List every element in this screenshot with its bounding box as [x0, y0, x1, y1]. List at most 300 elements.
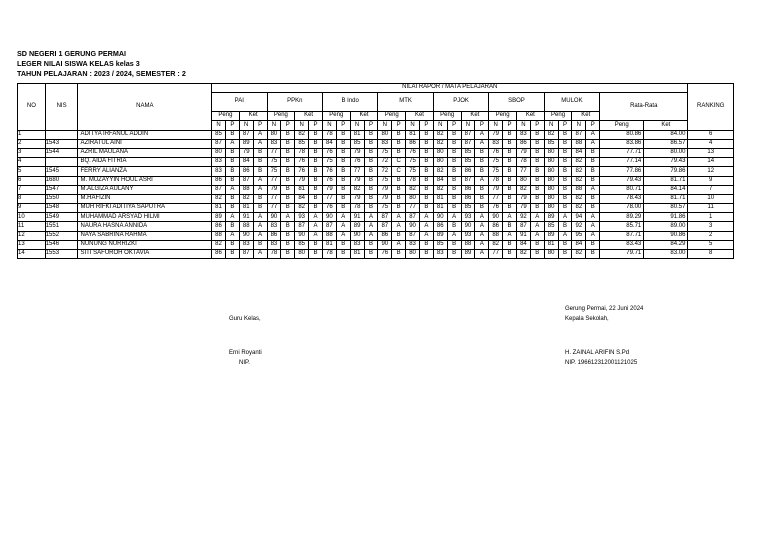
grade-cell: B — [558, 250, 572, 259]
grade-cell: B — [475, 167, 489, 176]
grade-cell: B — [419, 176, 433, 185]
grade-cell: B — [530, 167, 544, 176]
ranking-cell: 7 — [688, 185, 734, 194]
grade-cell: A — [253, 213, 267, 222]
grade-cell: A — [419, 231, 433, 240]
student-name: ADITYA IRFANUL ADDIN — [78, 130, 212, 139]
n-header: N — [350, 121, 364, 130]
grade-cell: A — [392, 240, 406, 249]
grade-cell: A — [447, 213, 461, 222]
row-number: 12 — [18, 231, 46, 240]
grade-cell: A — [475, 213, 489, 222]
grade-cell: B — [225, 194, 239, 203]
grade-cell: B — [225, 250, 239, 259]
grade-cell: 90 — [267, 213, 281, 222]
grade-cell: B — [419, 250, 433, 259]
p-header: P — [558, 121, 572, 130]
academic-period: TAHUN PELAJARAN : 2023 / 2024, SEMESTER : 2 — [17, 69, 186, 78]
grade-cell: 82 — [212, 240, 226, 249]
grade-cell: 79 — [350, 176, 364, 185]
average-peng: 78.43 — [600, 194, 644, 203]
student-name: NUNUNG NURRIZKI — [78, 240, 212, 249]
ranking-cell: 14 — [688, 158, 734, 167]
average-ket: 79.43 — [644, 158, 688, 167]
row-number: 10 — [18, 213, 46, 222]
grade-cell: B — [336, 250, 350, 259]
grade-cell: B — [530, 148, 544, 157]
grade-cell: B — [447, 148, 461, 157]
grade-cell: 86 — [433, 222, 447, 231]
n-header: N — [406, 121, 420, 130]
grade-cell: A — [253, 231, 267, 240]
grade-cell: 76 — [322, 176, 336, 185]
average-ket: 80.00 — [644, 148, 688, 157]
grade-cell: 75 — [406, 167, 420, 176]
grade-cell: 82 — [489, 240, 503, 249]
grade-cell: 82 — [350, 185, 364, 194]
grade-cell: B — [281, 139, 295, 148]
student-name: FERRY ALIANZA — [78, 167, 212, 176]
nis-cell — [45, 158, 78, 167]
grade-cell: B — [447, 185, 461, 194]
row-number: 4 — [18, 158, 46, 167]
grade-cell: C — [392, 158, 406, 167]
grade-cell: 88 — [572, 185, 586, 194]
peng-header: Peng — [322, 112, 350, 121]
n-header: N — [433, 121, 447, 130]
nis-cell: 1549 — [45, 213, 78, 222]
grade-cell: A — [586, 139, 600, 148]
average-ket: 84.14 — [644, 185, 688, 194]
row-number: 8 — [18, 194, 46, 203]
grade-cell: 90 — [406, 222, 420, 231]
col-ranking-header: RANKING — [688, 84, 734, 131]
grade-cell: B — [336, 139, 350, 148]
grade-cell: B — [364, 148, 378, 157]
grade-cell: 91 — [239, 213, 253, 222]
grade-cell: B — [503, 148, 517, 157]
grade-cell: 85 — [350, 139, 364, 148]
grade-cell: 82 — [295, 130, 309, 139]
grade-cell: B — [475, 204, 489, 213]
n-header: N — [378, 121, 392, 130]
grade-cell: 82 — [406, 185, 420, 194]
grade-cell: 80 — [544, 167, 558, 176]
grade-cell: B — [558, 204, 572, 213]
grade-cell: 75 — [406, 158, 420, 167]
grade-cell: 77 — [267, 176, 281, 185]
grade-cell: B — [447, 158, 461, 167]
grade-cell: 88 — [239, 222, 253, 231]
grade-cell: 87 — [378, 222, 392, 231]
grade-cell: 88 — [239, 185, 253, 194]
grade-cell: B — [503, 194, 517, 203]
grade-cell: 83 — [406, 240, 420, 249]
subject-header-sbop: SBOP — [489, 93, 544, 112]
student-name: SITI SAFUROH OKTAVIA — [78, 250, 212, 259]
student-name: MUH RIFKI ADITIYA SAPUTRA — [78, 204, 212, 213]
grade-cell: 92 — [572, 222, 586, 231]
grade-cell: 79 — [378, 185, 392, 194]
grade-cell: B — [586, 250, 600, 259]
average-peng: 77.71 — [600, 148, 644, 157]
grade-cell: 82 — [572, 250, 586, 259]
ket-header: Ket — [295, 112, 323, 121]
teacher-title: Guru Kelas, — [229, 316, 261, 322]
average-ket: 86.57 — [644, 139, 688, 148]
ranking-cell: 10 — [688, 194, 734, 203]
grade-cell: 85 — [461, 158, 475, 167]
n-header: N — [295, 121, 309, 130]
grade-cell: 91 — [350, 213, 364, 222]
nis-cell: 1544 — [45, 148, 78, 157]
grade-cell: 85 — [212, 130, 226, 139]
grade-cell: 79 — [489, 185, 503, 194]
average-peng: 78.00 — [600, 204, 644, 213]
student-row — [18, 204, 734, 213]
grade-cell: 87 — [406, 231, 420, 240]
grade-cell: 76 — [406, 148, 420, 157]
subject-header-pjok: PJOK — [433, 93, 488, 112]
head-name: H. ZAINAL ARIFIN S.Pd — [565, 350, 630, 356]
ket-header: Ket — [239, 112, 267, 121]
n-header: N — [516, 121, 530, 130]
p-header: P — [364, 121, 378, 130]
average-ket: 81.71 — [644, 194, 688, 203]
grade-cell: 89 — [433, 231, 447, 240]
head-nip: NIP. 196612312001121025 — [565, 360, 638, 366]
grade-cell: B — [336, 185, 350, 194]
grade-cell: 79 — [350, 194, 364, 203]
grade-cell: 80 — [544, 176, 558, 185]
grade-cell: 83 — [239, 240, 253, 249]
p-header: P — [309, 121, 323, 130]
grade-cell: 80 — [212, 148, 226, 157]
grade-cell: A — [309, 231, 323, 240]
teacher-name: Erni Royanti — [229, 350, 262, 356]
ket-header: Ket — [572, 112, 600, 121]
grade-cell: B — [503, 139, 517, 148]
grade-cell: 77 — [489, 250, 503, 259]
grade-cell: B — [419, 240, 433, 249]
student-name: NAYA SABRINA RAHMA — [78, 231, 212, 240]
nis-cell: 1543 — [45, 139, 78, 148]
grade-cell: 80 — [544, 250, 558, 259]
grades-table — [17, 83, 734, 259]
row-number: 1 — [18, 130, 46, 139]
grade-cell: B — [419, 139, 433, 148]
row-number: 14 — [18, 250, 46, 259]
grade-cell: 84 — [572, 240, 586, 249]
grade-cell: B — [447, 250, 461, 259]
grade-cell: 78 — [406, 176, 420, 185]
grade-cell: 76 — [322, 167, 336, 176]
grade-cell: 77 — [489, 194, 503, 203]
ket-header: Ket — [350, 112, 378, 121]
average-ket: 89.00 — [644, 222, 688, 231]
grade-cell: B — [364, 250, 378, 259]
head-title: Kepala Sekolah, — [565, 316, 609, 322]
grade-cell: 87 — [378, 213, 392, 222]
grade-cell: 75 — [267, 158, 281, 167]
grade-cell: B — [309, 148, 323, 157]
grade-cell: B — [253, 204, 267, 213]
grade-cell: 76 — [350, 158, 364, 167]
grade-cell: 72 — [378, 167, 392, 176]
grade-cell: B — [530, 194, 544, 203]
grade-cell: B — [253, 240, 267, 249]
student-row — [18, 158, 734, 167]
grade-cell: A — [336, 222, 350, 231]
grade-cell: B — [309, 194, 323, 203]
grade-cell: 82 — [433, 139, 447, 148]
grade-cell: 80 — [267, 130, 281, 139]
grade-cell: 89 — [212, 213, 226, 222]
grade-cell: 93 — [461, 231, 475, 240]
peng-header: Peng — [544, 112, 572, 121]
grade-cell: 90 — [378, 240, 392, 249]
average-ket: 83.00 — [644, 250, 688, 259]
grade-cell: B — [503, 176, 517, 185]
grade-cell: 72 — [378, 158, 392, 167]
student-row — [18, 176, 734, 185]
grade-cell: 81 — [433, 204, 447, 213]
grade-cell: B — [558, 176, 572, 185]
grade-cell: B — [336, 240, 350, 249]
grade-cell: 80 — [406, 250, 420, 259]
student-name: M.HAFIZIN — [78, 194, 212, 203]
ranking-cell: 2 — [688, 231, 734, 240]
grade-cell: 86 — [461, 167, 475, 176]
ranking-cell: 12 — [688, 167, 734, 176]
grade-cell: B — [503, 130, 517, 139]
grade-cell: A — [475, 231, 489, 240]
grade-cell: B — [309, 240, 323, 249]
p-header: P — [530, 121, 544, 130]
average-peng: 83.86 — [600, 139, 644, 148]
grade-cell: 87 — [572, 130, 586, 139]
grade-cell: 80 — [378, 130, 392, 139]
teacher-nip: NIP. — [239, 360, 250, 366]
grade-cell: 84 — [433, 176, 447, 185]
grade-cell: 75 — [378, 148, 392, 157]
grade-cell: 82 — [544, 130, 558, 139]
grade-cell: 76 — [295, 158, 309, 167]
grade-cell: A — [364, 213, 378, 222]
grade-cell: B — [309, 139, 323, 148]
grade-cell: 87 — [461, 176, 475, 185]
grade-cell: A — [419, 222, 433, 231]
grade-cell: B — [336, 148, 350, 157]
grade-cell: B — [309, 158, 323, 167]
grade-cell: A — [253, 130, 267, 139]
grade-cell: 88 — [461, 240, 475, 249]
col-no-header: NO — [18, 84, 46, 131]
grade-cell: B — [419, 185, 433, 194]
grade-cell: A — [586, 222, 600, 231]
grade-cell: A — [336, 231, 350, 240]
grade-cell: 84 — [295, 194, 309, 203]
student-row — [18, 222, 734, 231]
grade-cell: 78 — [322, 250, 336, 259]
row-number: 9 — [18, 204, 46, 213]
ranking-cell: 13 — [688, 148, 734, 157]
grade-cell: 82 — [433, 130, 447, 139]
grade-cell: A — [586, 231, 600, 240]
grade-cell: 91 — [516, 231, 530, 240]
student-row — [18, 194, 734, 203]
grade-cell: B — [530, 158, 544, 167]
row-number: 3 — [18, 148, 46, 157]
average-ket: 80.57 — [644, 204, 688, 213]
average-peng: 77.14 — [600, 158, 644, 167]
grade-cell: 85 — [544, 222, 558, 231]
row-number: 6 — [18, 176, 46, 185]
grade-cell: 85 — [461, 204, 475, 213]
nis-cell: 1553 — [45, 250, 78, 259]
grade-cell: 77 — [350, 167, 364, 176]
grade-cell: B — [364, 240, 378, 249]
grade-cell: 87 — [239, 250, 253, 259]
grade-cell: 93 — [295, 213, 309, 222]
grade-cell: B — [392, 194, 406, 203]
grade-cell: 77 — [516, 167, 530, 176]
grade-cell: B — [281, 250, 295, 259]
grade-cell: B — [364, 130, 378, 139]
n-header: N — [544, 121, 558, 130]
grade-cell: B — [364, 167, 378, 176]
ranking-cell: 8 — [688, 250, 734, 259]
grade-cell: B — [309, 167, 323, 176]
grade-cell: A — [253, 185, 267, 194]
grade-cell: A — [392, 213, 406, 222]
grade-cell: 76 — [378, 250, 392, 259]
grade-cell: A — [530, 222, 544, 231]
grade-cell: A — [475, 130, 489, 139]
grade-cell: A — [336, 213, 350, 222]
grade-cell: 75 — [489, 167, 503, 176]
grade-cell: 80 — [433, 158, 447, 167]
grade-cell: B — [586, 194, 600, 203]
grade-cell: 87 — [461, 139, 475, 148]
grade-cell: B — [419, 130, 433, 139]
grade-cell: B — [558, 158, 572, 167]
grade-cell: 84 — [516, 240, 530, 249]
grade-cell: A — [392, 222, 406, 231]
grade-cell: B — [392, 185, 406, 194]
grade-cell: B — [475, 194, 489, 203]
n-header: N — [461, 121, 475, 130]
grade-cell: 89 — [544, 231, 558, 240]
grade-cell: 79 — [516, 204, 530, 213]
grade-cell: B — [503, 204, 517, 213]
grade-cell: B — [309, 204, 323, 213]
grade-cell: B — [530, 139, 544, 148]
grade-cell: 90 — [489, 213, 503, 222]
grade-cell: B — [225, 204, 239, 213]
grade-cell: A — [225, 213, 239, 222]
grade-cell: 80 — [544, 204, 558, 213]
col-nama-header: NAMA — [78, 84, 212, 131]
peng-header: Peng — [433, 112, 461, 121]
peng-header: Peng — [212, 112, 240, 121]
grade-cell: 78 — [350, 204, 364, 213]
grade-cell: 81 — [350, 250, 364, 259]
grade-cell: B — [586, 167, 600, 176]
ket-header: Ket — [461, 112, 489, 121]
grade-cell: 81 — [322, 240, 336, 249]
average-peng: 87.71 — [600, 231, 644, 240]
grade-cell: A — [475, 139, 489, 148]
grade-cell: 77 — [406, 204, 420, 213]
peng-header: Peng — [489, 112, 517, 121]
grade-cell: 82 — [572, 176, 586, 185]
grade-cell: 86 — [212, 250, 226, 259]
grade-cell: B — [364, 158, 378, 167]
grade-cell: 87 — [212, 139, 226, 148]
grade-cell: B — [336, 167, 350, 176]
grade-cell: B — [225, 176, 239, 185]
grade-cell: B — [281, 240, 295, 249]
average-peng: 77.86 — [600, 167, 644, 176]
grade-cell: B — [419, 194, 433, 203]
grade-cell: B — [586, 148, 600, 157]
grade-cell: 76 — [489, 148, 503, 157]
student-name: AZRIL MAULANA — [78, 148, 212, 157]
grade-cell: A — [530, 213, 544, 222]
grade-cell: 85 — [295, 240, 309, 249]
grade-cell: B — [336, 176, 350, 185]
grade-cell: 82 — [516, 250, 530, 259]
grade-cell: 88 — [322, 231, 336, 240]
row-number: 2 — [18, 139, 46, 148]
grade-cell: B — [475, 148, 489, 157]
grade-cell: B — [392, 139, 406, 148]
nis-cell: 1551 — [45, 222, 78, 231]
grade-cell: B — [558, 167, 572, 176]
grade-cell: 77 — [322, 194, 336, 203]
grade-cell: B — [281, 231, 295, 240]
grade-cell: B — [392, 130, 406, 139]
grade-cell: B — [281, 130, 295, 139]
grade-cell: B — [419, 148, 433, 157]
grade-cell: B — [309, 250, 323, 259]
grade-cell: A — [475, 176, 489, 185]
p-header: P — [586, 121, 600, 130]
ranking-cell: 3 — [688, 222, 734, 231]
grade-cell: B — [558, 185, 572, 194]
grade-cell: 86 — [461, 194, 475, 203]
grade-cell: 86 — [461, 185, 475, 194]
grade-cell: B — [558, 148, 572, 157]
grade-cell: 83 — [350, 240, 364, 249]
student-name: M.ALGIZA AULANY — [78, 185, 212, 194]
grade-cell: B — [392, 176, 406, 185]
grade-cell: 82 — [572, 158, 586, 167]
grade-cell: B — [503, 185, 517, 194]
student-row — [18, 240, 734, 249]
grade-cell: B — [364, 194, 378, 203]
grade-cell: B — [558, 194, 572, 203]
grade-cell: B — [503, 240, 517, 249]
p-header: P — [253, 121, 267, 130]
n-header: N — [239, 121, 253, 130]
document-title: LEGER NILAI SISWA KELAS kelas 3 — [17, 59, 140, 68]
grade-cell: 75 — [378, 176, 392, 185]
grade-cell: 89 — [461, 250, 475, 259]
student-row — [18, 148, 734, 157]
grade-cell: B — [530, 185, 544, 194]
